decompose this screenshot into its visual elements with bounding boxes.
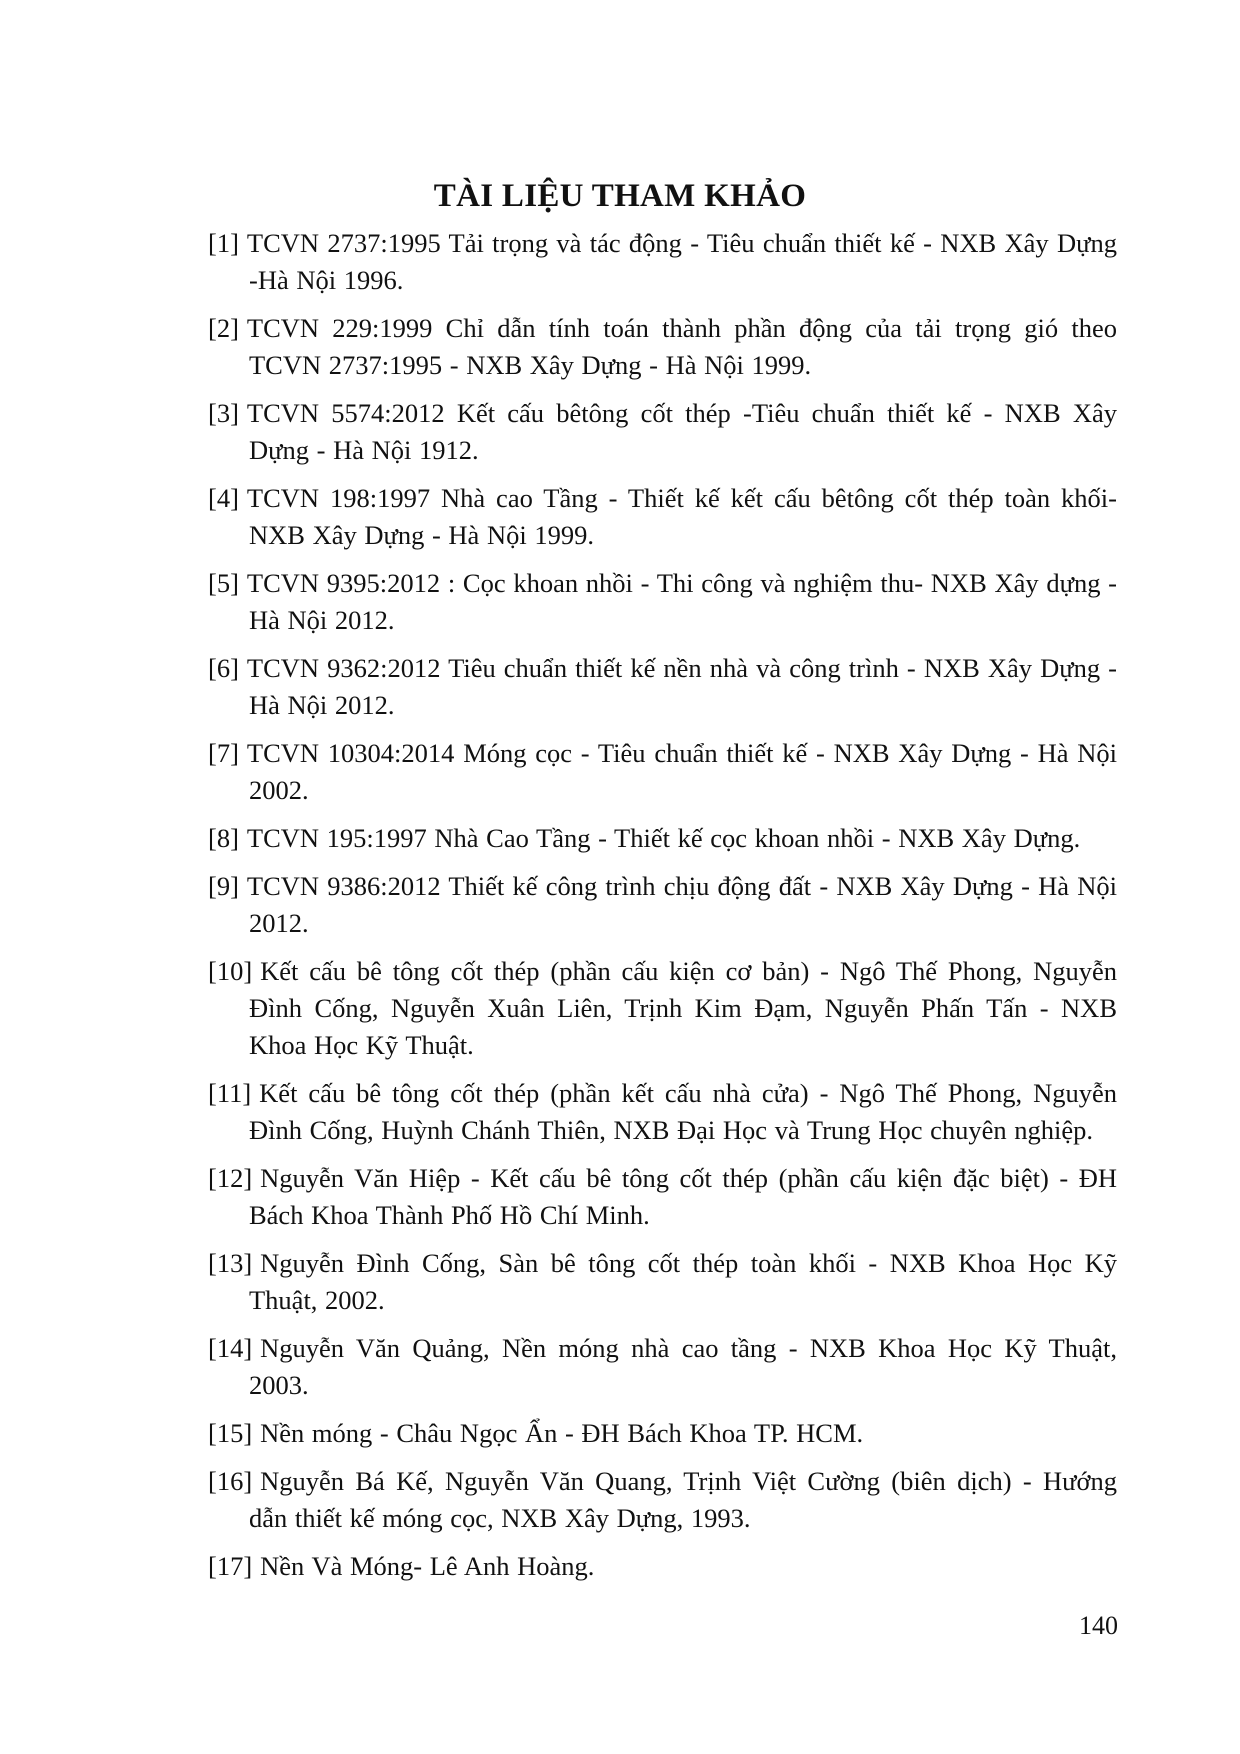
reference-text: Nền móng - Châu Ngọc Ẩn - ĐH Bách Khoa TP. HCM. [260,1418,864,1448]
reference-text: TCVN 9395:2012 : Cọc khoan nhồi - Thi công và nghiệm thu- NXB Xây dựng - Hà Nội 2012. [246,568,1117,635]
reference-text: TCVN 9386:2012 Thiết kế công trình chịu động đất - NXB Xây Dựng - Hà Nội 2012. [246,871,1117,938]
reference-item [208,1463,1117,1537]
reference-item [208,735,1117,809]
reference-item [208,1548,1117,1585]
reference-text: Nguyễn Văn Hiệp - Kết cấu bê tông cốt thép (phần cấu kiện đặc biệt) - ĐH Bách Khoa Thành Phố Hồ Chí Minh. [249,1163,1117,1230]
reference-list [208,225,1117,1596]
reference-item [208,1160,1117,1234]
reference-item [208,1075,1117,1149]
reference-number: [11] [208,1078,252,1108]
reference-number: [4] [208,483,239,513]
reference-number: [6] [208,653,239,683]
reference-number: [17] [208,1551,253,1581]
reference-number: [1] [208,228,239,258]
reference-item [208,1245,1117,1319]
reference-item [208,1330,1117,1404]
reference-text: Nguyễn Đình Cống, Sàn bê tông cốt thép toàn khối - NXB Khoa Học Kỹ Thuật, 2002. [249,1248,1117,1315]
reference-number: [12] [208,1163,253,1193]
reference-text: Nguyễn Văn Quảng, Nền móng nhà cao tầng - NXB Khoa Học Kỹ Thuật, 2003. [249,1333,1117,1400]
reference-text: Nguyễn Bá Kế, Nguyễn Văn Quang, Trịnh Việt Cường (biên dịch) - Hướng dẫn thiết kế móng cọc, NXB Xây Dựng, 1993. [249,1466,1117,1533]
reference-text: TCVN 2737:1995 Tải trọng và tác động - Tiêu chuẩn thiết kế - NXB Xây Dựng -Hà Nội 1996. [246,228,1117,295]
reference-item [208,1415,1117,1452]
reference-text: TCVN 195:1997 Nhà Cao Tầng - Thiết kế cọc khoan nhồi - NXB Xây Dựng. [246,823,1081,853]
page-title: TÀI LIỆU THAM KHẢO [433,178,807,214]
reference-item [208,953,1117,1064]
reference-text: Nền Và Móng- Lê Anh Hoàng. [260,1551,595,1581]
reference-number: [8] [208,823,239,853]
reference-item [208,480,1117,554]
reference-text: TCVN 229:1999 Chỉ dẫn tính toán thành phần động của tải trọng gió theo TCVN 2737:1995 - NXB Xây Dựng - Hà Nội 1999. [246,313,1117,380]
reference-number: [3] [208,398,239,428]
reference-item [208,395,1117,469]
reference-number: [7] [208,738,239,768]
page-number: 140 [1079,1611,1118,1640]
reference-number: [14] [208,1333,253,1363]
reference-number: [5] [208,568,239,598]
reference-number: [2] [208,313,239,343]
reference-number: [9] [208,871,239,901]
reference-number: [15] [208,1418,253,1448]
reference-text: TCVN 198:1997 Nhà cao Tầng - Thiết kế kết cấu bêtông cốt thép toàn khối- NXB Xây Dựng - Hà Nội 1999. [246,483,1117,550]
reference-text: TCVN 10304:2014 Móng cọc - Tiêu chuẩn thiết kế - NXB Xây Dựng - Hà Nội 2002. [246,738,1117,805]
reference-text: TCVN 9362:2012 Tiêu chuẩn thiết kế nền nhà và công trình - NXB Xây Dựng - Hà Nội 2012. [246,653,1117,720]
reference-number: [16] [208,1466,253,1496]
reference-text: TCVN 5574:2012 Kết cấu bêtông cốt thép -Tiêu chuẩn thiết kế - NXB Xây Dựng - Hà Nội 1912. [246,398,1117,465]
reference-item [208,820,1117,857]
reference-number: [10] [208,956,253,986]
reference-text: Kết cấu bê tông cốt thép (phần kết cấu nhà cửa) - Ngô Thế Phong, Nguyễn Đình Cống, Huỳnh Chánh Thiên, NXB Đại Học và Trung Học chuyên nghiệp. [249,1078,1117,1145]
reference-item [208,310,1117,384]
reference-item [208,868,1117,942]
reference-number: [13] [208,1248,253,1278]
reference-item [208,225,1117,299]
reference-item [208,565,1117,639]
reference-item [208,650,1117,724]
reference-text: Kết cấu bê tông cốt thép (phần cấu kiện cơ bản) - Ngô Thế Phong, Nguyễn Đình Cống, Nguyễn Xuân Liên, Trịnh Kim Đạm, Nguyễn Phấn Tấn - NXB Khoa Học Kỹ Thuật. [249,956,1117,1060]
